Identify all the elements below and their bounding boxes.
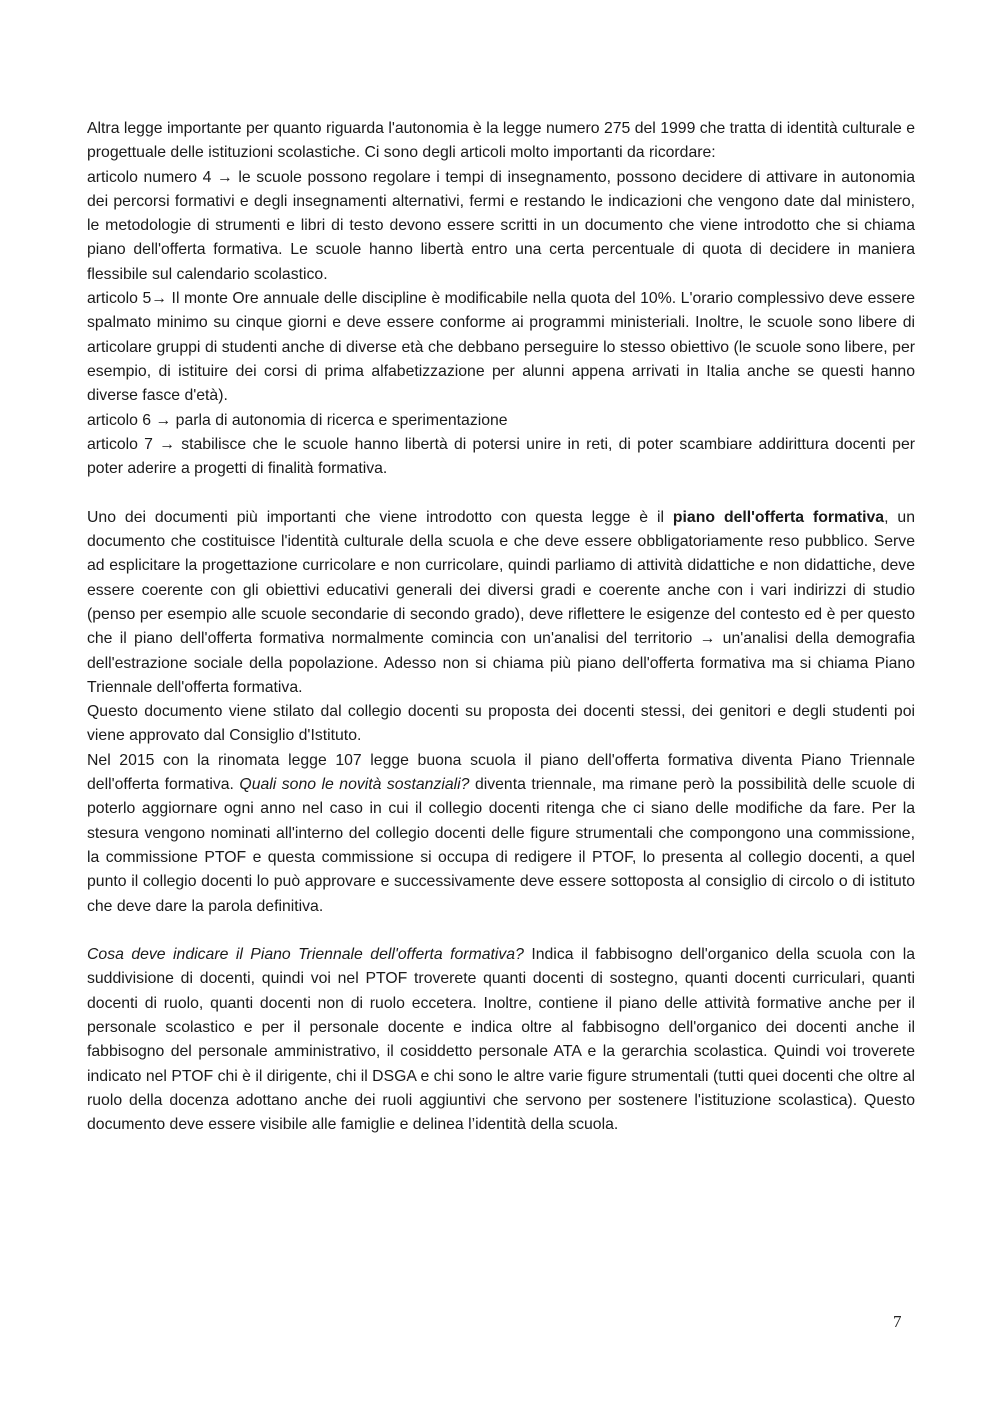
pof-bold-term: piano dell'offerta formativa	[672, 508, 885, 526]
ptof-question: Cosa deve indicare il Piano Triennale dell'offerta formativa?	[87, 946, 524, 964]
arrow-icon: →	[217, 168, 233, 186]
ptof-contents-text: Indica il fabbisogno dell'organico della scuola con la suddivisione di docenti, quindi voi nel PTOF troverete quanti docenti di sostegno, quanti docenti curriculari, quanti docenti di ruolo, quanti docenti non di ruolo eccetera. Inoltre, contiene il piano delle attività formative anche per il personale scolastico e per il personale docente e indica oltre al fabbisogno dell'organico dei docenti anche il fabbisogno del personale amministrativo, il cosiddetto personale ATA e la gerarchia scolastica. Quindi voi troverete indicato nel PTOF chi è il dirigente, chi il DSGA e chi sono le altre varie figure strumentali (tutti quei docenti che oltre al ruolo della docenza adottano anche dei ruoli aggiuntivi che servono per sostenere l'istituzione scolastica). Questo documento deve essere visibile alle famiglie e delinea l’identità della scuola.	[87, 946, 915, 1134]
pof-paragraph	[87, 506, 915, 700]
ptof-contents-paragraph	[87, 943, 915, 1137]
article-4-label: articolo numero 4	[87, 168, 212, 186]
page-body	[87, 117, 915, 1137]
legge-107-paragraph	[87, 749, 915, 919]
article-6-text: parla di autonomia di ricerca e sperimentazione	[171, 411, 508, 429]
pof-text-end: un'analisi della demografia dell'estrazione sociale della popolazione. Adesso non si chiama più piano dell'offerta formativa ma si chiama Piano Triennale dell'offerta formativa.	[87, 630, 915, 696]
legge-107-text-before: Nel 2015 con la rinomata legge 107 legge buona scuola il piano dell'offerta formativa diventa Piano Triennale dell'offerta formativa.	[87, 751, 915, 794]
intro-paragraph: Altra legge importante per quanto riguarda l'autonomia è la legge numero 275 del 1999 che tratta di identità culturale e progettuale delle istituzioni scolastiche. Ci sono degli articoli molto importanti da ricordare:	[87, 120, 915, 162]
article-7-text: stabilisce che le scuole hanno libertà di potersi unire in reti, di poter scambiare addirittura docenti per poter aderire a progetti di finalità formativa.	[87, 435, 916, 478]
article-5-label: articolo 5	[87, 290, 152, 308]
article-4-paragraph	[87, 166, 915, 287]
article-6-label: articolo 6	[87, 411, 152, 429]
article-4-text: le scuole possono regolare i tempi di insegnamento, possono decidere di attivare in autonomia dei percorsi formativi e degli insegnamenti alternativi, fermi e restando le indicazioni che vengono date dal ministero, le metodologie di strumenti e libri di testo devono essere scritti in un documento che viene introdotto che si chiama piano dell'offerta formativa. Le scuole hanno libertà entro una certa percentuale di quota di decidere in maniera flessibile sul calendario scolastico.	[87, 168, 915, 283]
legge-107-question: Quali sono le novità sostanziali?	[239, 776, 470, 794]
pof-text-after: , un documento che costituisce l'identità culturale della scuola e che deve essere obbligatoriamente reso pubblico. Serve ad esplicitare la progettazione curricolare e non curricolare, quindi parliamo di attività didattiche e non didattiche, deve essere coerente con gli obiettivi educativi generali dei diversi gradi e coerente anche con i vari indirizzi di studio (penso per esempio alle scuole secondarie di secondo grado), deve riflettere le esigenze del contesto ed è per questo che il piano dell'offerta formativa normalmente comincia con un'analisi del territorio	[87, 508, 915, 648]
paragraph-spacer	[87, 919, 915, 943]
page-number: 7	[893, 1312, 902, 1331]
legge-107-text-after: diventa triennale, ma rimane però la possibilità delle scuole di poterlo aggiornare ogni anno nel caso in cui il collegio docenti ritenga che ci siano delle modifiche da fare. Per la stesura vengono nominati all'interno del collegio docenti delle figure strumentali che compongono una commissione, la commissione PTOF e questa commissione si occupa di redigere il PTOF, lo presenta al collegio docenti, a quel punto il collegio docenti lo può approvare e successivamente deve essere sottoposta al consiglio di circolo o di istituto che deve dare la parola definitiva.	[87, 776, 916, 915]
arrow-icon: →	[155, 411, 172, 429]
collegio-paragraph: Questo documento viene stilato dal collegio docenti su proposta dei docenti stessi, dei genitori e degli studenti poi viene approvato dal Consiglio d'Istituto.	[87, 703, 915, 745]
article-5-paragraph	[87, 287, 915, 408]
arrow-icon: →	[159, 435, 175, 453]
arrow-icon: →	[699, 630, 716, 648]
article-7-paragraph	[87, 433, 915, 482]
article-5-text: Il monte Ore annuale delle discipline è modificabile nella quota del 10%. L'orario complessivo deve essere spalmato minimo su cinque giorni e deve essere conforme ai programmi ministeriali. Inoltre, le scuole sono libere di articolare gruppi di studenti anche di diverse età che debbano perseguire lo stesso obiettivo (le scuole sono libere, per esempio, di istituire dei corsi di prima alfabetizzazione per alunni appena arrivati in Italia anche se questi hanno diverse fasce d'età).	[87, 290, 915, 405]
arrow-icon: →	[151, 290, 168, 308]
article-7-label: articolo 7	[87, 435, 153, 453]
paragraph-spacer	[87, 481, 915, 505]
pof-text-before: Uno dei documenti più importanti che viene introdotto con questa legge è il	[87, 508, 673, 526]
article-6-paragraph	[87, 409, 915, 433]
